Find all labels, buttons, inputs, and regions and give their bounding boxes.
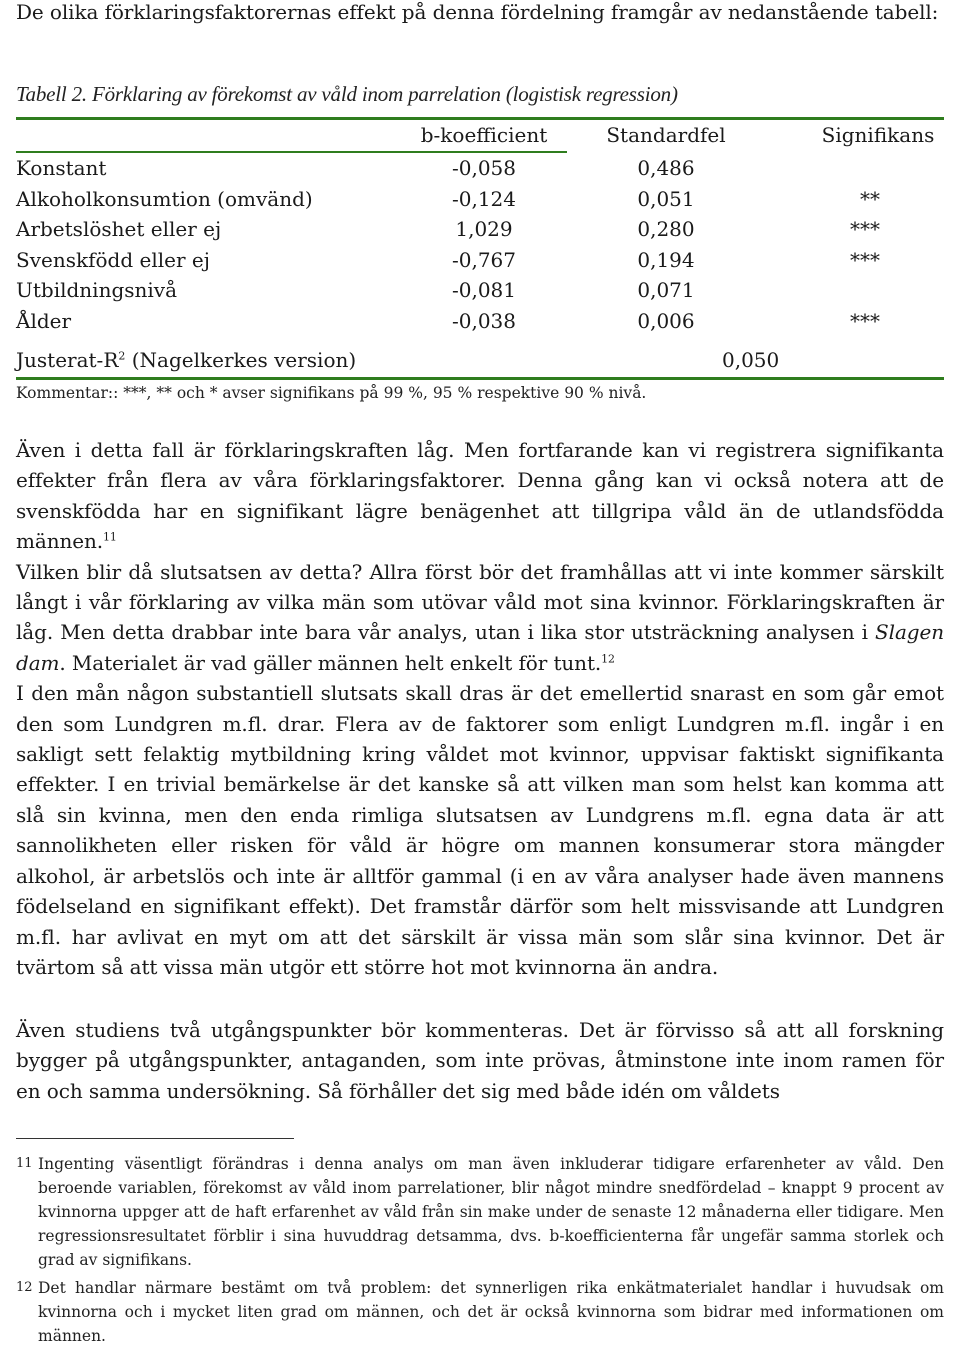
adjusted-r2-label <box>16 348 356 372</box>
row-label: Alkoholkonsumtion (omvänd) <box>16 186 313 211</box>
footnote-ref-12: 12 <box>601 652 615 666</box>
row-se: 0,051 <box>637 186 695 211</box>
table-row <box>16 187 944 217</box>
row-b: 1,029 <box>455 217 513 241</box>
row-label: Svenskfödd eller ej <box>16 247 210 272</box>
row-se: 0,486 <box>637 156 695 180</box>
header-signifikans: Signifikans <box>821 123 935 147</box>
row-label: Ålder <box>16 308 72 333</box>
footnote-11 <box>16 1152 944 1272</box>
header-b-koefficient: b-koefficient <box>420 123 548 147</box>
adjusted-suffix: (Nagelkerkes version) <box>125 348 357 372</box>
row-b: -0,124 <box>451 186 516 211</box>
row-sig: *** <box>850 217 880 241</box>
adjusted-r2-value: 0,050 <box>722 348 780 372</box>
table-row <box>16 248 944 278</box>
table-caption: Tabell 2. Förklaring av förekomst av våld inom parrelation (logistisk regression) <box>16 82 678 106</box>
row-label: Utbildningsnivå <box>16 278 178 302</box>
table-row <box>16 278 944 308</box>
paragraph-1 <box>16 435 944 557</box>
table-top-rule <box>16 117 944 120</box>
row-se: 0,194 <box>637 247 695 272</box>
row-b: -0,081 <box>451 278 516 302</box>
row-b: -0,767 <box>451 247 516 272</box>
adjusted-prefix: Justerat-R <box>16 348 119 372</box>
intro-paragraph: De olika förklaringsfaktorernas effekt på denna fördelning framgår av nedanstående tabell: <box>16 0 939 24</box>
adjusted-r2-row <box>16 348 944 378</box>
row-b: -0,058 <box>451 156 516 180</box>
table-comment: Kommentar:: ***, ** och * avser signifikans på 99 %, 95 % respektive 90 % nivå. <box>16 384 647 402</box>
footnote-text: Det handlar närmare bestämt om två problem: det synnerligen rika enkätmaterialet handlar i huvudsak om kvinnorna och i mycket liten grad om männen, och det är också kvinnorna som bidrar med informationen om männen. <box>38 1279 944 1345</box>
header-underline <box>16 151 567 153</box>
footnote-ref-11: 11 <box>103 530 117 544</box>
paragraph-4: Även studiens två utgångspunkter bör kommenteras. Det är förvisso så att all forskning bygger på utgångspunkter, antaganden, som inte prövas, åtminstone inte inom ramen för en och samma undersökning. Så förhåller det sig med både idén om våldets <box>16 1018 944 1103</box>
row-se: 0,071 <box>637 278 695 302</box>
header-standardfel: Standardfel <box>606 123 726 147</box>
paragraph-2 <box>16 557 944 679</box>
row-sig: *** <box>850 308 880 333</box>
italic-title: Slagen dam <box>16 620 944 675</box>
row-sig: *** <box>850 247 880 272</box>
row-label: Konstant <box>16 156 107 180</box>
row-se: 0,006 <box>637 308 695 333</box>
footnote-text: Ingenting väsentligt förändras i denna analys om man även inkluderar tidigare erfarenheter av våld. Den beroende variablen, förekomst av våld inom parrelationer, blir något mindre snedfördelad – knappt 9 procent av kvinnorna uppger att de haft erfarenhet av våld från sin make under de senaste 12 månaderna eller tidigare. Men regressionsresultatet förblir i sina huvuddrag detsamma, dvs. b-koefficienterna får ungefär samma storlek och grad av signifikans. <box>38 1155 944 1269</box>
paragraph-2-text-b: . Materialet är vad gäller männen helt enkelt för tunt. <box>59 650 602 675</box>
row-se: 0,280 <box>637 217 695 241</box>
body-section-1 <box>16 435 944 982</box>
row-sig: ** <box>860 186 880 211</box>
paragraph-2-text-a: Vilken blir då slutsatsen av detta? Allra först bör det framhållas att vi inte kommer särskilt långt i vår förklaring av vilka män som utövar våld mot sina kvinnor. Förklaringskraften är låg. Men detta drabbar inte bara vår analys, utan i lika stor utsträckning analysen i <box>16 559 944 645</box>
footnote-number: 12 <box>16 1280 33 1295</box>
footnote-number: 11 <box>16 1156 33 1171</box>
footnote-12 <box>16 1276 944 1348</box>
table-header-row <box>16 123 944 153</box>
table-row <box>16 309 944 339</box>
table-row <box>16 156 944 186</box>
row-b: -0,038 <box>451 308 516 333</box>
row-label: Arbetslöshet eller ej <box>16 217 222 241</box>
footnote-separator <box>16 1138 294 1139</box>
paragraph-1-text: Även i detta fall är förklaringskraften låg. Men fortfarande kan vi registrera signifikanta effekter från flera av våra förklaringsfaktorer. Denna gång kan vi också notera att de svenskfödda har en signifikant lägre benägenhet att tillgripa våld än de utlandsfödda männen. <box>16 438 944 554</box>
paragraph-3: I den mån någon substantiell slutsats skall dras är det emellertid snarast en som går emot den som Lundgren m.fl. drar. Flera av de faktorer som enligt Lundgren m.fl. ingår i en sakligt sett felaktig mytbildning kring våldet mot kvinnor, uppvisar faktiskt signifikanta effekter. I en trivial bemärkelse är det kanske så att vilken man som helst kan komma att slå sin kvinna, men den enda rimliga slutsatsen av Lundgrens m.fl. egna data är att sannolikheten eller risken för våld är högre om mannen konsumerar stora mängder alkohol, är arbetslös och inte är alltför gammal (i en av våra analyser hade även mannens födelseland en signifikant effekt). Det framstår därför som helt missvisande att Lundgren m.fl. har avlivat en myt om att det särskilt är vissa män som slår sina kvinnor. Det är tvärtom så att vissa män utgör ett större hot mot kvinnorna än andra. <box>16 681 944 979</box>
adjusted-sup: 2 <box>118 349 126 363</box>
table-row <box>16 217 944 247</box>
table-bottom-rule <box>16 377 944 380</box>
